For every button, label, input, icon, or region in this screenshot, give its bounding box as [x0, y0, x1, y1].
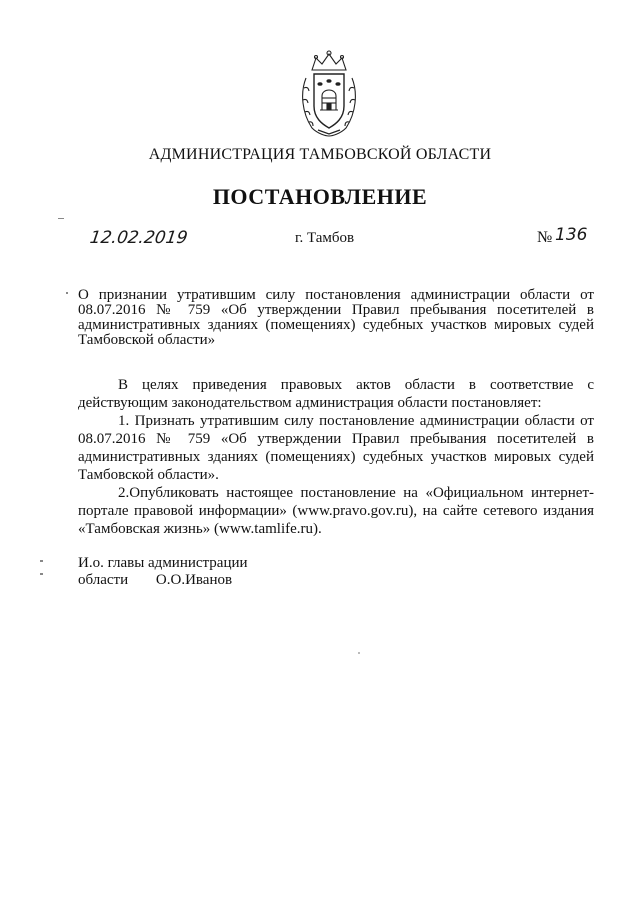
document-subject: О признании утратившим силу постановления администрации области от 08.07.2016 № 759 «Об утверждении Правил пребывания посетителей в административных зданиях (помещениях) судебных участков мировых судей Тамбовской области»	[78, 287, 594, 348]
document-body	[78, 376, 594, 538]
document-number: 136	[555, 225, 588, 245]
scan-speck	[58, 218, 64, 219]
scan-speck	[40, 560, 43, 562]
signatory-title-line2: области	[78, 572, 129, 588]
scan-speck	[40, 573, 43, 575]
document-date: 12.02.2019	[88, 228, 189, 248]
signatory-title-line1: И.о. главы администрации	[78, 555, 248, 571]
signature-block	[78, 555, 248, 589]
item-1-paragraph: 1. Признать утратившим силу постановление администрации области от 08.07.2016 № 759 «Об утверждении Правил пребывания посетителей в административных зданиях (помещениях) судебных участков мировых судей Тамбовской области».	[78, 413, 594, 483]
coat-of-arms-emblem	[298, 48, 360, 138]
scan-speck	[358, 652, 360, 654]
document-city: г. Тамбов	[295, 230, 355, 246]
document-type-title: ПОСТАНОВЛЕНИЕ	[212, 184, 428, 209]
signatory-row	[78, 572, 248, 589]
item-2-paragraph: 2.Опубликовать настоящее постановление на «Официальном интернет-портале правовой информации» (www.pravo.gov.ru), на сайте сетевого издания «Тамбовская жизнь» (www.tamlife.ru).	[78, 485, 594, 537]
signatory-name: О.О.Иванов	[155, 572, 233, 588]
scan-speck	[66, 292, 68, 294]
document-number-label: №	[537, 229, 553, 246]
preamble-paragraph: В целях приведения правовых актов области в соответствие с действующим законодательством администрация области постановляет:	[78, 377, 594, 411]
organization-name: АДМИНИСТРАЦИЯ ТАМБОВСКОЙ ОБЛАСТИ	[148, 146, 492, 163]
